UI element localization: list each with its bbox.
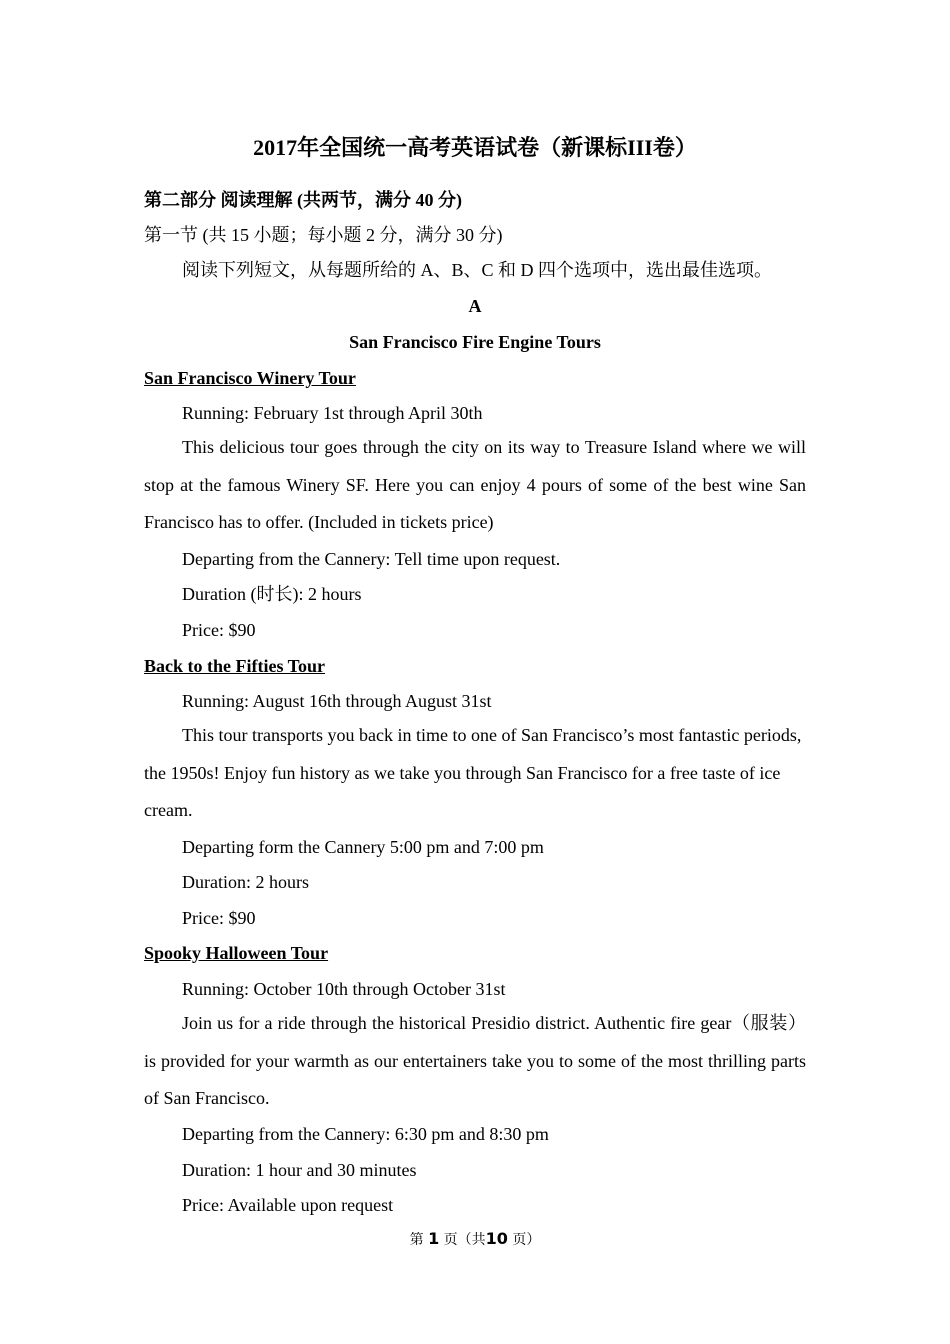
passage-title: San Francisco Fire Engine Tours bbox=[349, 332, 601, 352]
passage-letter: A bbox=[468, 296, 482, 316]
tour-departing: Departing form the Cannery 5:00 pm and 7:00 pm bbox=[182, 837, 544, 857]
part-heading: 第二部分 阅读理解 (共两节，满分 40 分) bbox=[144, 190, 462, 210]
tour-price: Price: $90 bbox=[182, 620, 256, 640]
footer-suffix: 页） bbox=[512, 1232, 541, 1248]
tour-running: Running: August 16th through August 31st bbox=[182, 691, 492, 711]
tour-price: Price: Available upon request bbox=[182, 1195, 394, 1215]
page-footer bbox=[0, 1227, 950, 1252]
tour-departing: Departing from the Cannery: Tell time upon request. bbox=[182, 549, 561, 569]
tour-running: Running: February 1st through April 30th bbox=[182, 403, 483, 423]
tour-description: Join us for a ride through the historical Presidio district. Authentic fire gear（服装）is provided for your warmth as our entertainers take you to some of the most thrilling parts of San Francisco. bbox=[144, 1013, 806, 1108]
document-title: 2017年全国统一高考英语试卷（新课标III卷） bbox=[253, 135, 697, 160]
tour-description: This tour transports you back in time to one of San Francisco’s most fantastic periods, the 1950s! Enjoy fun history as we take you through San Francisco for a free taste of ice cream. bbox=[144, 725, 802, 820]
tour-running: Running: October 10th through October 31st bbox=[182, 979, 506, 999]
footer-page-number: 1 bbox=[428, 1229, 440, 1248]
tour-title-halloween: Spooky Halloween Tour bbox=[144, 943, 329, 963]
footer-prefix: 第 bbox=[409, 1232, 424, 1248]
tour-title-winery: San Francisco Winery Tour bbox=[144, 368, 356, 388]
tour-departing: Departing from the Cannery: 6:30 pm and 8:30 pm bbox=[182, 1124, 549, 1144]
tour-description: This delicious tour goes through the city on its way to Treasure Island where we will stop at the famous Winery SF. Here you can enjoy 4 pours of some of the best wine San Francisco has to offer. (Included in tickets price) bbox=[144, 437, 806, 532]
tour-price: Price: $90 bbox=[182, 908, 256, 928]
section-heading: 第一节 (共 15 小题；每小题 2 分，满分 30 分) bbox=[144, 225, 503, 245]
instructions: 阅读下列短文，从每题所给的 A、B、C 和 D 四个选项中，选出最佳选项。 bbox=[182, 260, 773, 280]
tour-duration: Duration (时长): 2 hours bbox=[182, 584, 362, 604]
tour-duration: Duration: 1 hour and 30 minutes bbox=[182, 1160, 417, 1180]
tour-duration: Duration: 2 hours bbox=[182, 872, 309, 892]
footer-total-pages: 10 bbox=[485, 1229, 508, 1248]
footer-middle: 页（共 bbox=[443, 1232, 486, 1248]
tour-title-fifties: Back to the Fifties Tour bbox=[144, 656, 326, 676]
